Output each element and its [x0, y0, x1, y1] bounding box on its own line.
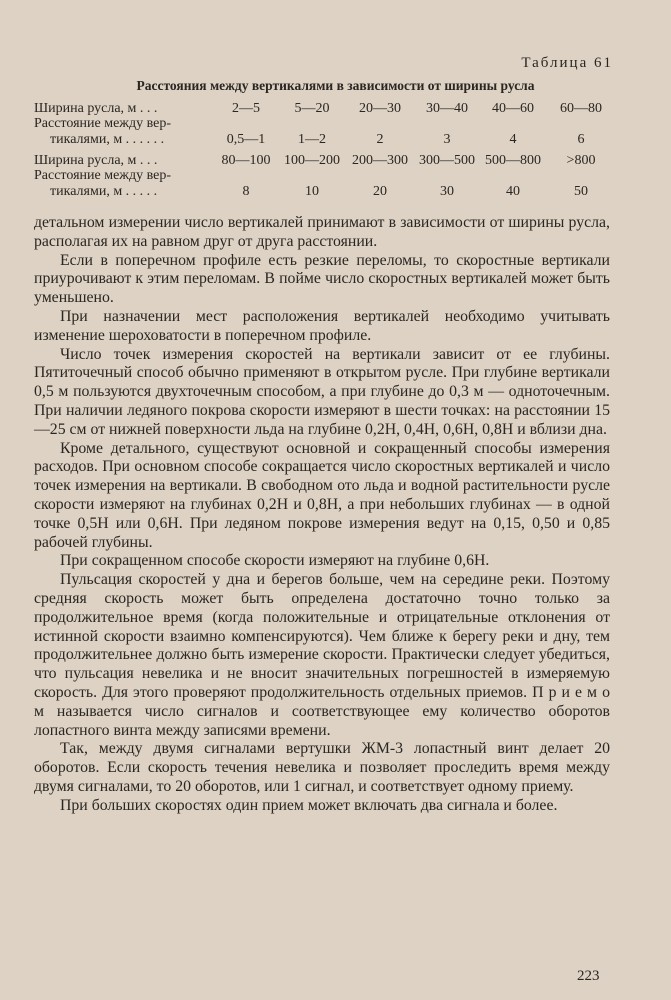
paragraph: При больших скоростях один прием может включать два сигнала и более. [60, 796, 558, 814]
row-label: Ширина русла, м . . . [34, 101, 158, 116]
row-label: Ширина русла, м . . . [34, 153, 158, 168]
table-cell: 1—2 [298, 132, 326, 147]
row-label: Расстояние между вер- [34, 168, 172, 183]
table-cell: 40—60 [492, 101, 534, 116]
table-cell: 20—30 [359, 101, 401, 116]
table-cell: 0,5—1 [226, 132, 266, 147]
table-cell: 300—500 [419, 153, 475, 168]
paragraph: Если в поперечном профиле есть резкие переломы, то скоростные вертикали приурочивают к этим переломам. В пойме число скоростных вертикалей может быть уменьшено. [34, 251, 610, 307]
table-cell: 3 [443, 132, 451, 147]
table-cell: 50 [574, 184, 588, 199]
table-cell: 2—5 [232, 101, 260, 116]
paragraph: Так, между двумя сигналами вертушки ЖМ-3 лопастный винт делает 20 оборотов. Если скорость течения невелика и позволяет проследить время между двумя сигналами, то 20 оборотов, или 1 сигнал, и соответствует одному приему. [34, 740, 610, 795]
row-label: тикалями, м . . . . . [50, 184, 158, 199]
table-cell: 30—40 [426, 101, 468, 116]
table-cell: 8 [242, 184, 250, 199]
paragraph: детальном измерении число вертикалей принимают в зависимости от ширины русла, располагая их на равном друг от друга расстоянии. [34, 214, 610, 250]
table-cell: 20 [373, 184, 387, 199]
table-cell: 30 [440, 184, 454, 199]
paragraph: Кроме детального, существуют основной и сокращенный способы измерения расходов. При основном способе сокращается число скоростных вертикалей и число точек измерения на вертикали. В свободном ото льда и водной растительности русле скорости измеряют на глубинах 0,2H и 0,8H, а при небольших глубинах — в одной точке 0,5H или 0,6H. При ледяном покрове измерения ведут на 0,15, 0,50 и 0,85 рабочей глубины. [34, 439, 610, 551]
table-cell: 10 [305, 184, 319, 199]
table-cell: 500—800 [485, 153, 541, 168]
table-cell: 40 [506, 184, 520, 199]
table-cell: 4 [509, 132, 517, 147]
table-label: Таблица 61 [521, 55, 613, 71]
paragraph: При назначении мест расположения вертикалей необходимо учитывать изменение шероховатости в поперечном профиле. [34, 307, 610, 344]
paragraph: Число точек измерения скоростей на вертикали зависит от ее глубины. Пятиточечный способ обычно применяют в открытом русле. При глубине вертикали 0,5 м пользуются двухточечным способом, а при глубине до 0,3 м — одноточечным. При наличии ледяного покрова скорости измеряют в шести точках: на расстоянии 15—25 см от нижней поверхности льда на глубине 0,2H, 0,4H, 0,6H, 0,8H и вблизи дна. [34, 345, 610, 438]
paragraph: Пульсация скоростей у дна и берегов больше, чем на середине реки. Поэтому средняя скорость может быть определена достаточно точно только за продолжительное время (когда положительные и отрицательные отклонения от истинной скорости взаимно компенсируются). Чем ближе к берегу реки и дну, тем продолжительнее должно быть измерение скорости. Практически следует убедиться, что пульсация невелика и не вносит значительных погрешностей в измеряемую скорость. Для этого проверяют продолжительность отдельных приемов. П р и е м о м называется число сигналов и соответствующее ему количество оборотов лопастного винта между записями времени. [34, 571, 610, 739]
row-label: Расстояние между вер- [34, 116, 172, 131]
paragraph: При сокращенном способе скорости измеряют на глубине 0,6H. [60, 552, 490, 570]
table-cell: >800 [566, 153, 596, 168]
table-cell: 2 [376, 132, 384, 147]
table-title: Расстояния между вертикалями в зависимости от ширины русла [136, 78, 535, 93]
page-number: 223 [577, 968, 600, 984]
body-text [34, 214, 610, 816]
table-cell: 100—200 [284, 153, 340, 168]
table-cell: 60—80 [560, 101, 602, 116]
table-cell: 5—20 [294, 101, 330, 116]
row-label: тикалями, м . . . . . . [50, 132, 165, 147]
table-cell: 80—100 [221, 153, 271, 168]
table-cell: 200—300 [352, 153, 408, 168]
table-cell: 6 [577, 132, 585, 147]
